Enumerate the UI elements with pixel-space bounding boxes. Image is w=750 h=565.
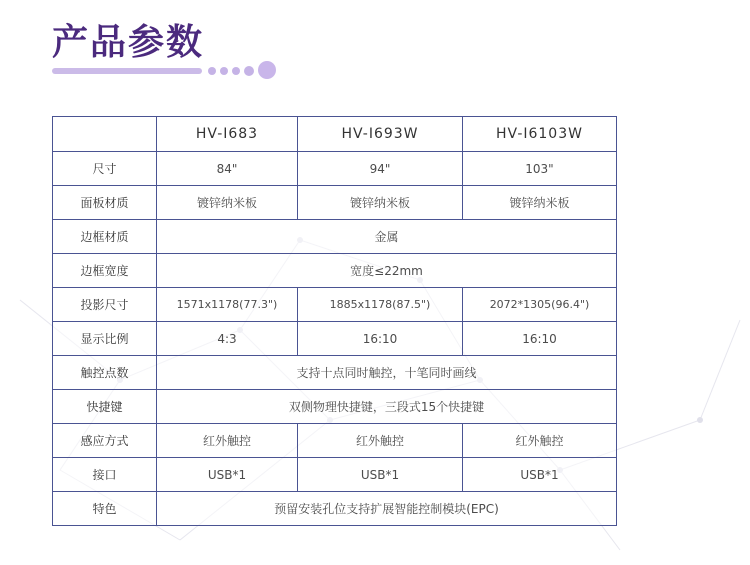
table-cell-merged: 双侧物理快捷键，三段式15个快捷键	[157, 390, 617, 424]
table-cell: 镀锌纳米板	[157, 186, 298, 220]
table-row	[53, 458, 617, 492]
row-label: 边框宽度	[53, 254, 157, 288]
model-header: HV-I6103W	[463, 117, 617, 152]
table-cell: USB*1	[298, 458, 463, 492]
table-cell: 红外触控	[157, 424, 298, 458]
table-cell: USB*1	[157, 458, 298, 492]
table-row	[53, 492, 617, 526]
table-cell: 103"	[463, 152, 617, 186]
row-label: 触控点数	[53, 356, 157, 390]
table-cell: 1571x1178(77.3")	[157, 288, 298, 322]
table-cell: 红外触控	[298, 424, 463, 458]
row-label: 投影尺寸	[53, 288, 157, 322]
decoration-dot-large	[258, 61, 276, 79]
table-cell: 94"	[298, 152, 463, 186]
table-cell: 2072*1305(96.4")	[463, 288, 617, 322]
table-row	[53, 356, 617, 390]
table-cell: 1885x1178(87.5")	[298, 288, 463, 322]
table-row	[53, 186, 617, 220]
table-cell: USB*1	[463, 458, 617, 492]
table-cell: 84"	[157, 152, 298, 186]
model-header: HV-I693W	[298, 117, 463, 152]
title-decoration	[52, 58, 282, 82]
row-label: 特色	[53, 492, 157, 526]
decoration-dot	[208, 67, 216, 75]
table-cell: 镀锌纳米板	[298, 186, 463, 220]
row-label: 感应方式	[53, 424, 157, 458]
row-label: 尺寸	[53, 152, 157, 186]
header-empty-cell	[53, 117, 157, 152]
table-row	[53, 424, 617, 458]
row-label: 显示比例	[53, 322, 157, 356]
decoration-dot	[244, 66, 254, 76]
table-row	[53, 254, 617, 288]
row-label: 面板材质	[53, 186, 157, 220]
table-cell-merged: 支持十点同时触控，十笔同时画线	[157, 356, 617, 390]
decoration-dot	[220, 67, 228, 75]
model-header: HV-I683	[157, 117, 298, 152]
table-row	[53, 152, 617, 186]
table-cell-merged: 金属	[157, 220, 617, 254]
product-specs-table	[52, 116, 617, 526]
page-title: 产品参数	[52, 22, 205, 63]
decoration-bar	[52, 68, 202, 74]
table-row	[53, 220, 617, 254]
table-cell: 16:10	[463, 322, 617, 356]
row-label: 边框材质	[53, 220, 157, 254]
table-cell-merged: 宽度≤22mm	[157, 254, 617, 288]
table-cell: 4:3	[157, 322, 298, 356]
table-cell: 16:10	[298, 322, 463, 356]
table-header-row	[53, 117, 617, 152]
table-cell-merged: 预留安装孔位支持扩展智能控制模块(EPC)	[157, 492, 617, 526]
table-row	[53, 390, 617, 424]
table-cell: 镀锌纳米板	[463, 186, 617, 220]
table-row	[53, 322, 617, 356]
row-label: 快捷键	[53, 390, 157, 424]
row-label: 接口	[53, 458, 157, 492]
table-cell: 红外触控	[463, 424, 617, 458]
table-row	[53, 288, 617, 322]
decoration-dot	[232, 67, 240, 75]
